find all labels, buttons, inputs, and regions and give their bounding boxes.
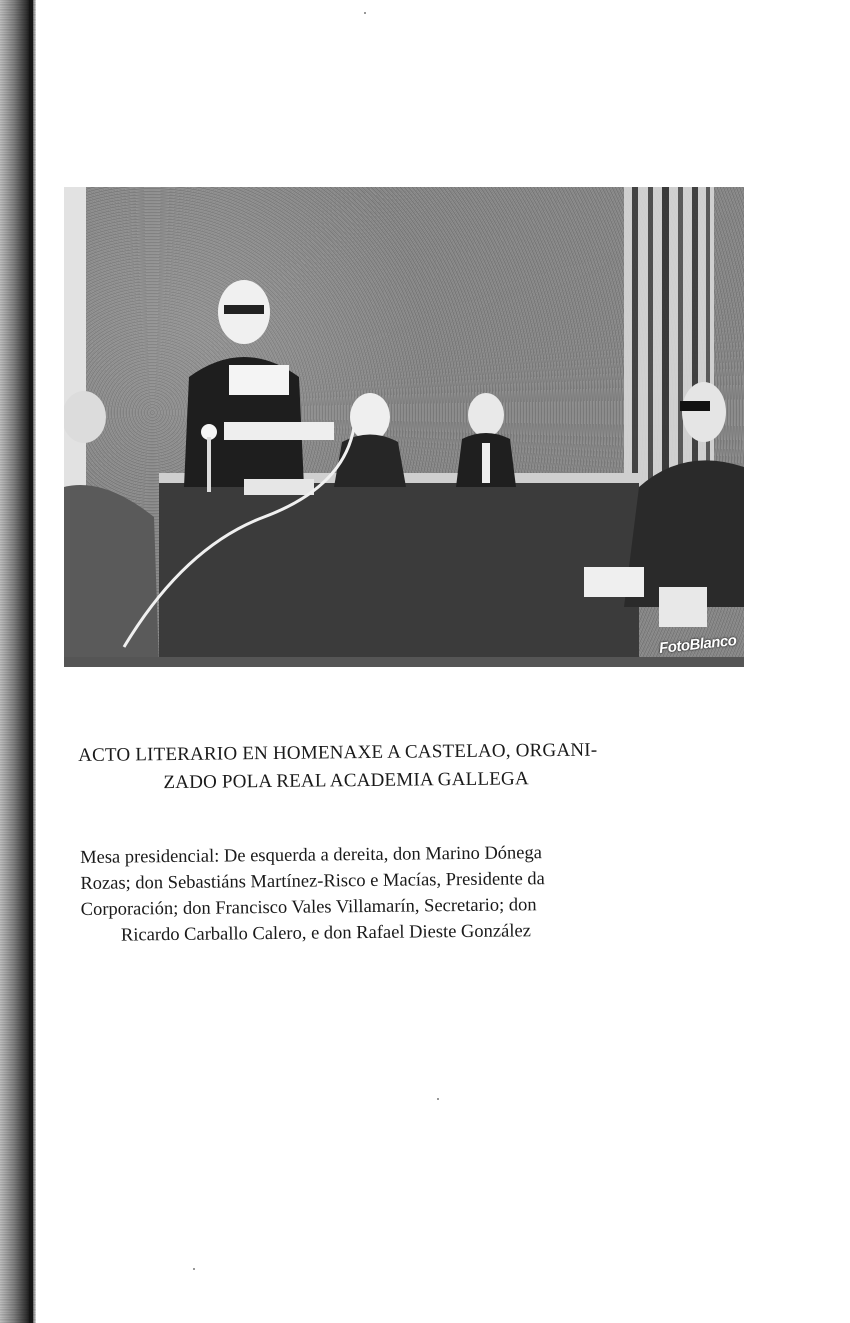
caption-body-line: Rozas; don Sebastiáns Martínez-Risco e Macías, Presidente da	[80, 869, 545, 894]
photographer-watermark: FotoBlanco	[657, 631, 737, 658]
caption-title-line: ACTO LITERARIO EN HOMENAXE A CASTELAO, ORGANI-	[78, 739, 598, 766]
scan-speck	[193, 1268, 195, 1270]
caption-body-line: Ricardo Carballo Calero, e don Rafael Dieste González	[120, 921, 531, 946]
caption-body	[80, 838, 721, 949]
scan-speck	[437, 1098, 439, 1100]
caption-body-line: Corporación; don Francisco Vales Villamarín, Secretario; don	[80, 895, 537, 920]
caption-body-line: Mesa presidencial: De esquerda a dereita, don Marino Dónega	[80, 843, 543, 868]
binding-edge	[29, 0, 33, 1323]
photo-scene	[64, 187, 744, 667]
caption-title	[78, 735, 719, 798]
scan-speck	[364, 12, 366, 14]
event-photograph	[64, 187, 744, 667]
caption-title-line: ZADO POLA REAL ACADEMIA GALLEGA	[163, 768, 529, 794]
